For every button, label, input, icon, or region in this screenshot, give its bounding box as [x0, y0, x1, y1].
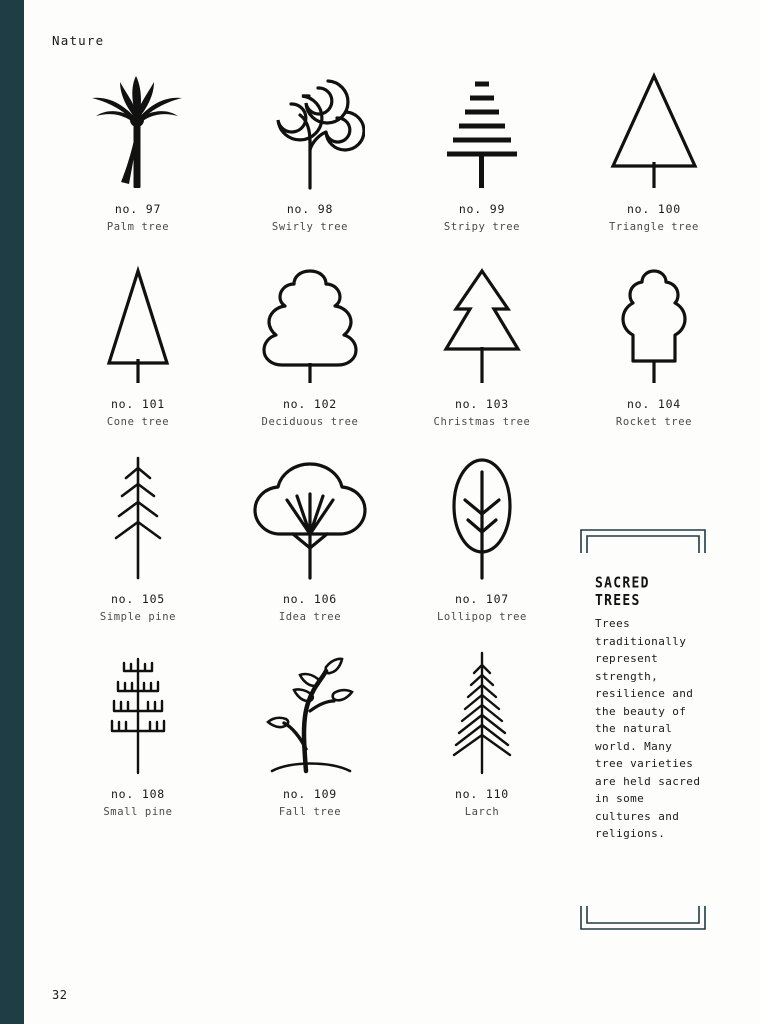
icon-number: no. 103 — [454, 397, 510, 411]
note-title-line1: SACRED — [595, 575, 650, 593]
small-pine-icon — [52, 647, 224, 775]
icon-number: no. 97 — [114, 202, 162, 216]
larch-icon — [396, 647, 568, 775]
icon-cell-110[interactable] — [396, 647, 568, 842]
icon-cell-107[interactable] — [396, 452, 568, 647]
stripy-tree-icon — [396, 62, 568, 190]
triangle-tree-icon — [568, 62, 740, 190]
idea-tree-icon — [224, 452, 396, 580]
icon-cell-99[interactable] — [396, 62, 568, 257]
icon-cell-105[interactable] — [52, 452, 224, 647]
swirly-tree-icon — [224, 62, 396, 190]
bracket-bottom-icon — [579, 906, 707, 932]
icon-label: Swirly tree — [271, 221, 349, 233]
icon-cell-97[interactable] — [52, 62, 224, 257]
icon-label: Rocket tree — [615, 416, 693, 428]
icon-cell-100[interactable] — [568, 62, 740, 257]
icon-number: no. 101 — [110, 397, 166, 411]
simple-pine-icon — [52, 452, 224, 580]
note-body: Trees traditionally represent strength, resilience and the beauty of the natural world. Many tree varieties are held sacred in some cultures and religions. — [595, 617, 701, 840]
deciduous-tree-icon — [224, 257, 396, 385]
icon-number: no. 99 — [458, 202, 506, 216]
icon-label: Simple pine — [99, 611, 177, 623]
icon-cell-101[interactable] — [52, 257, 224, 452]
icon-number: no. 102 — [282, 397, 338, 411]
cone-tree-icon — [52, 257, 224, 385]
icon-number: no. 110 — [454, 787, 510, 801]
palm-tree-icon — [52, 62, 224, 190]
rocket-tree-icon — [568, 257, 740, 385]
icon-number: no. 107 — [454, 592, 510, 606]
icon-number: no. 108 — [110, 787, 166, 801]
icon-cell-102[interactable] — [224, 257, 396, 452]
icon-label: Small pine — [103, 806, 173, 818]
icon-cell-106[interactable] — [224, 452, 396, 647]
book-spine — [0, 0, 24, 1024]
icon-label: Lollipop tree — [437, 611, 527, 623]
icon-label: Larch — [464, 806, 500, 818]
icon-cell-103[interactable] — [396, 257, 568, 452]
icon-label: Cone tree — [106, 416, 170, 428]
sacred-trees-note — [569, 527, 717, 932]
icon-label: Fall tree — [278, 806, 342, 818]
icon-cell-109[interactable] — [224, 647, 396, 842]
icon-number: no. 100 — [626, 202, 682, 216]
icon-label: Triangle tree — [609, 221, 699, 233]
lollipop-tree-icon — [396, 452, 568, 580]
icon-label: Stripy tree — [443, 221, 521, 233]
icon-cell-98[interactable] — [224, 62, 396, 257]
icon-label: Idea tree — [278, 611, 342, 623]
page-number: 32 — [52, 988, 68, 1002]
icon-label: Christmas tree — [433, 416, 531, 428]
bracket-top-icon — [579, 527, 707, 553]
icon-cell-108[interactable] — [52, 647, 224, 842]
icon-number: no. 98 — [286, 202, 334, 216]
icon-number: no. 109 — [282, 787, 338, 801]
icon-row — [52, 62, 742, 257]
icon-label: Palm tree — [106, 221, 170, 233]
icon-row — [52, 257, 742, 452]
icon-cell-104[interactable] — [568, 257, 740, 452]
icon-number: no. 106 — [282, 592, 338, 606]
icon-label: Deciduous tree — [261, 416, 359, 428]
icon-number: no. 104 — [626, 397, 682, 411]
christmas-tree-icon — [396, 257, 568, 385]
icon-number: no. 105 — [110, 592, 166, 606]
page-content — [24, 0, 760, 1024]
note-title-line2: TREES — [595, 592, 641, 610]
note-title — [595, 575, 650, 610]
fall-tree-icon — [224, 647, 396, 775]
page-title: Nature — [52, 33, 105, 48]
